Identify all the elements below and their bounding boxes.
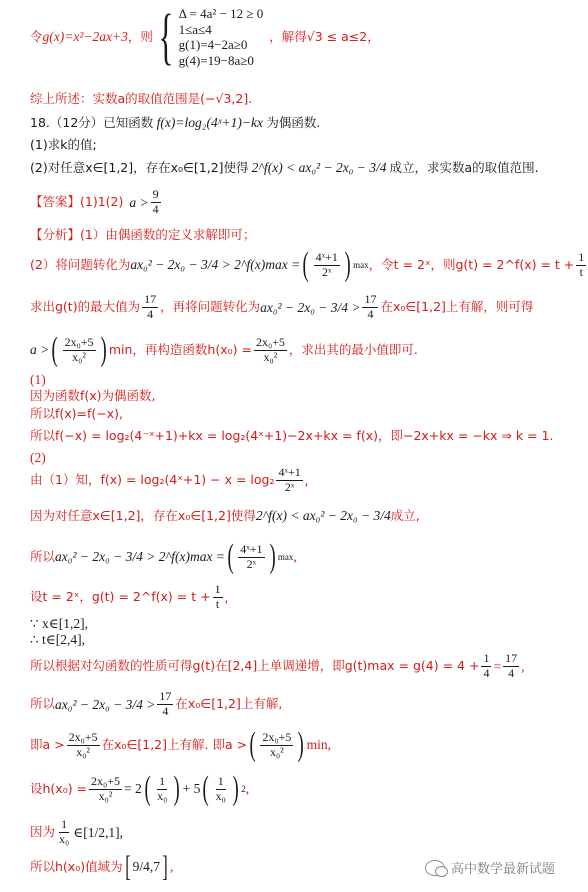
answer-label: 【答案】(1)1(2) xyxy=(30,194,124,210)
s2h-expr: ax₀² − 2x₀ − 3/4 > xyxy=(55,696,156,712)
a3-text3: 在x₀∈[1,2]上有解，则可得 xyxy=(380,299,534,315)
s2c-frac: $\frac{\text{4ˣ+1}}{\text{2ˣ}}$ xyxy=(240,541,263,571)
s2j xyxy=(30,772,249,806)
s2i-text: 即a > xyxy=(30,736,65,752)
s2a-frac: $\frac{\text{4ˣ+1}}{\text{2ˣ}}$ xyxy=(278,465,301,494)
s2b-text: 因为对任意x∈[1,2]，存在x₀∈[1,2]使得 xyxy=(30,507,256,523)
solution-1-label: (1) xyxy=(30,372,46,387)
s2d-comma: , xyxy=(224,589,228,605)
s2j-frac: $\frac{\text{2x₀+5}}{\text{x₀²}}$ xyxy=(91,773,120,803)
watermark xyxy=(425,858,555,877)
s2f: ∴ t∈[2,4], xyxy=(30,632,85,647)
sq2-text: (2)对任意x∈[1,2]，存在x₀∈[1,2]使得 xyxy=(30,159,249,175)
s2g xyxy=(30,652,524,681)
s2j-comma: , xyxy=(245,781,250,797)
system-line xyxy=(30,3,380,71)
a3-expr: ax₀² − 2x₀ − 3/4 > xyxy=(260,299,361,315)
s2c-sub: max xyxy=(277,551,294,562)
s1b: 所以f(x)=f(−x), xyxy=(30,406,124,421)
s2g-text: 所以根据对勾函数的性质可得g(t)在[2,4]上单调递增，即g(t)max = g(4) = 4 + xyxy=(30,658,480,674)
a2-frac2: $\frac{1}{t}$ xyxy=(578,249,585,279)
a4-a: a > xyxy=(30,342,50,358)
conclusion: 综上所述：实数a的取值范围是(−√3,2]. xyxy=(30,91,253,106)
s2h-text2: 在x₀∈[1,2]上有解, xyxy=(175,696,283,712)
s2j-eq: = 2 xyxy=(124,781,142,797)
s2k-text: 因为 xyxy=(30,824,56,840)
g-definition: g(x)=x²−2ax+3 xyxy=(42,29,128,45)
text-prefix: 令 xyxy=(30,29,43,44)
right-paren: ) xyxy=(232,770,239,807)
left-paren: ( xyxy=(202,770,210,807)
subquestion-2 xyxy=(30,160,539,176)
s2h-text: 所以 xyxy=(30,696,56,712)
s2i-min: min, xyxy=(306,737,332,753)
right-paren: ) xyxy=(100,331,107,368)
left-paren: ( xyxy=(144,770,151,807)
question-number: 18.（12分）已知函数 xyxy=(30,115,154,130)
s2a-text: 由（1）知，f(x) = log₂(4ˣ+1) − x = log₂ xyxy=(30,472,275,488)
right-paren: ) xyxy=(344,246,351,283)
a4-text2: ，求出其的最小值即可. xyxy=(288,341,418,357)
s1c: 所以f(−x) = log₂(4⁻ˣ+1)+kx = log₂(4ˣ+1)−2x+kx = f(x)，即−2x+kx = −kx ⇒ k = 1. xyxy=(30,428,554,443)
a2-expr: ax₀² − 2x₀ − 3/4 > 2^f(x)max = xyxy=(130,257,301,273)
right-paren: ) xyxy=(297,726,305,763)
left-bracket: [ xyxy=(124,850,131,883)
s2i-frac2: $\frac{\text{2x₀+5}}{\text{x₀²}}$ xyxy=(262,729,292,759)
s2j-square: 2 xyxy=(241,783,246,794)
watermark-text: 高中数学最新试题 xyxy=(451,862,556,877)
sq2-inequality: 2^f(x) < ax₀² − 2x₀ − 3/4 xyxy=(251,160,387,175)
s2c-expr: ax₀² − 2x₀ − 3/4 > 2^f(x)max = xyxy=(55,549,225,565)
s2g-comma: , xyxy=(521,658,525,674)
condition-g1: g(1)=4−2a≥0 xyxy=(178,37,248,53)
a2-text: (2）将问题转化为 xyxy=(30,256,131,272)
left-paren: ( xyxy=(249,726,256,763)
a2-frac: $\frac{\text{4ˣ+1}}{\text{2ˣ}}$ xyxy=(315,249,338,279)
s2c-comma: , xyxy=(293,549,297,565)
s2j-frac2: $\frac{1}{\text{x₀}}$ xyxy=(157,773,168,803)
s2k-range: ∈[1/2,1], xyxy=(73,824,123,840)
text-then: ，则 xyxy=(127,29,153,44)
analysis-4 xyxy=(30,333,418,367)
s2j-frac3: $\frac{1}{\text{x₀}}$ xyxy=(215,773,226,803)
a4-frac2: $\frac{\text{2x₀+5}}{\text{x₀²}}$ xyxy=(255,334,285,364)
left-brace: { xyxy=(158,3,174,71)
s2a xyxy=(30,466,308,495)
s2b-expr: 2^f(x) < ax₀² − 2x₀ − 3/4 xyxy=(255,508,391,523)
condition-system xyxy=(153,3,264,71)
s2c-text: 所以 xyxy=(30,548,56,564)
s2i-text2: 在x₀∈[1,2]上有解. 即a > xyxy=(101,736,248,752)
s2l-text: 所以h(x₀)值域为 xyxy=(30,858,123,874)
analysis-label: 【分析】(1）由偶函数的定义求解即可； xyxy=(30,227,256,242)
left-paren: ( xyxy=(51,331,59,368)
answer-line xyxy=(30,188,163,217)
s2c xyxy=(30,540,297,574)
s2l xyxy=(30,852,173,882)
left-paren: ( xyxy=(302,246,310,283)
a3-text: 求出g(t)的最大值为 xyxy=(30,299,141,315)
a3-text2: ，再将问题转化为 xyxy=(160,299,261,315)
analysis-2 xyxy=(30,248,588,282)
s2b-text2: 成立, xyxy=(390,507,420,523)
solve-text: ，解得√3 ≤ a≤2， xyxy=(269,29,380,44)
question-18 xyxy=(30,115,320,131)
s2j-plus: + 5 xyxy=(182,781,201,797)
s2g-eq: = xyxy=(493,658,502,674)
answer-fraction: $\frac{9}{4}$ xyxy=(152,187,159,216)
s2d xyxy=(30,583,228,612)
s2g-frac1: $\frac{1}{4}$ xyxy=(483,651,490,680)
s2g-frac2: $\frac{17}{4}$ xyxy=(505,651,518,680)
s2k xyxy=(30,818,123,847)
condition-delta: Δ = 4a² − 12 ≥ 0 xyxy=(178,6,264,21)
answer-a: a > xyxy=(129,194,149,210)
question-tail: 为偶函数. xyxy=(266,115,321,130)
right-paren: ) xyxy=(269,538,276,575)
s2k-frac: $\frac{1}{\text{x₀}}$ xyxy=(59,817,70,846)
a2-sub: max xyxy=(353,259,369,270)
a2-text2: ，令t = 2ˣ，则g(t) = 2^f(x) = t + xyxy=(368,256,575,272)
s2h-frac: $\frac{17}{4}$ xyxy=(159,689,172,718)
analysis-3 xyxy=(30,293,533,322)
a3-frac: $\frac{17}{4}$ xyxy=(144,292,157,321)
s2i-frac: $\frac{\text{2x₀+5}}{\text{x₀²}}$ xyxy=(68,729,98,759)
condition-range: 1≤a≤4 xyxy=(178,21,212,37)
s1a: 因为函数f(x)为偶函数, xyxy=(30,388,156,403)
a4-frac: $\frac{\text{2x₀+5}}{\text{x₀²}}$ xyxy=(64,334,94,364)
sq2-tail: 成立，求实数a的取值范围. xyxy=(389,159,539,175)
right-paren: ) xyxy=(173,770,181,807)
s2d-text: 设t = 2ˣ，g(t) = 2^f(x) = t + xyxy=(30,589,211,605)
right-bracket: ] xyxy=(162,850,168,883)
wechat-icon xyxy=(425,860,445,876)
s2a-comma: , xyxy=(304,472,309,488)
s2i xyxy=(30,728,331,762)
s2l-range: 9/4,7 xyxy=(132,859,160,875)
a4-text: min，再构造函数h(x₀) = xyxy=(108,341,252,357)
s2b xyxy=(30,508,420,524)
subquestion-1: (1)求k的值; xyxy=(30,137,97,152)
condition-g4: g(4)=19−8a≥0 xyxy=(178,52,254,68)
a3-frac2: $\frac{17}{4}$ xyxy=(364,292,377,321)
function-f: f(x)=log₂(4ˣ+1)−kx xyxy=(156,115,263,130)
s2j-text: 设h(x₀) = xyxy=(30,780,88,796)
s2l-comma: , xyxy=(169,859,174,875)
s2e: ∵ x∈[1,2], xyxy=(30,616,88,631)
s2d-frac: $\frac{1}{t}$ xyxy=(214,582,221,611)
s2h xyxy=(30,690,282,719)
solution-2-label: (2) xyxy=(30,450,46,465)
left-paren: ( xyxy=(227,538,234,575)
